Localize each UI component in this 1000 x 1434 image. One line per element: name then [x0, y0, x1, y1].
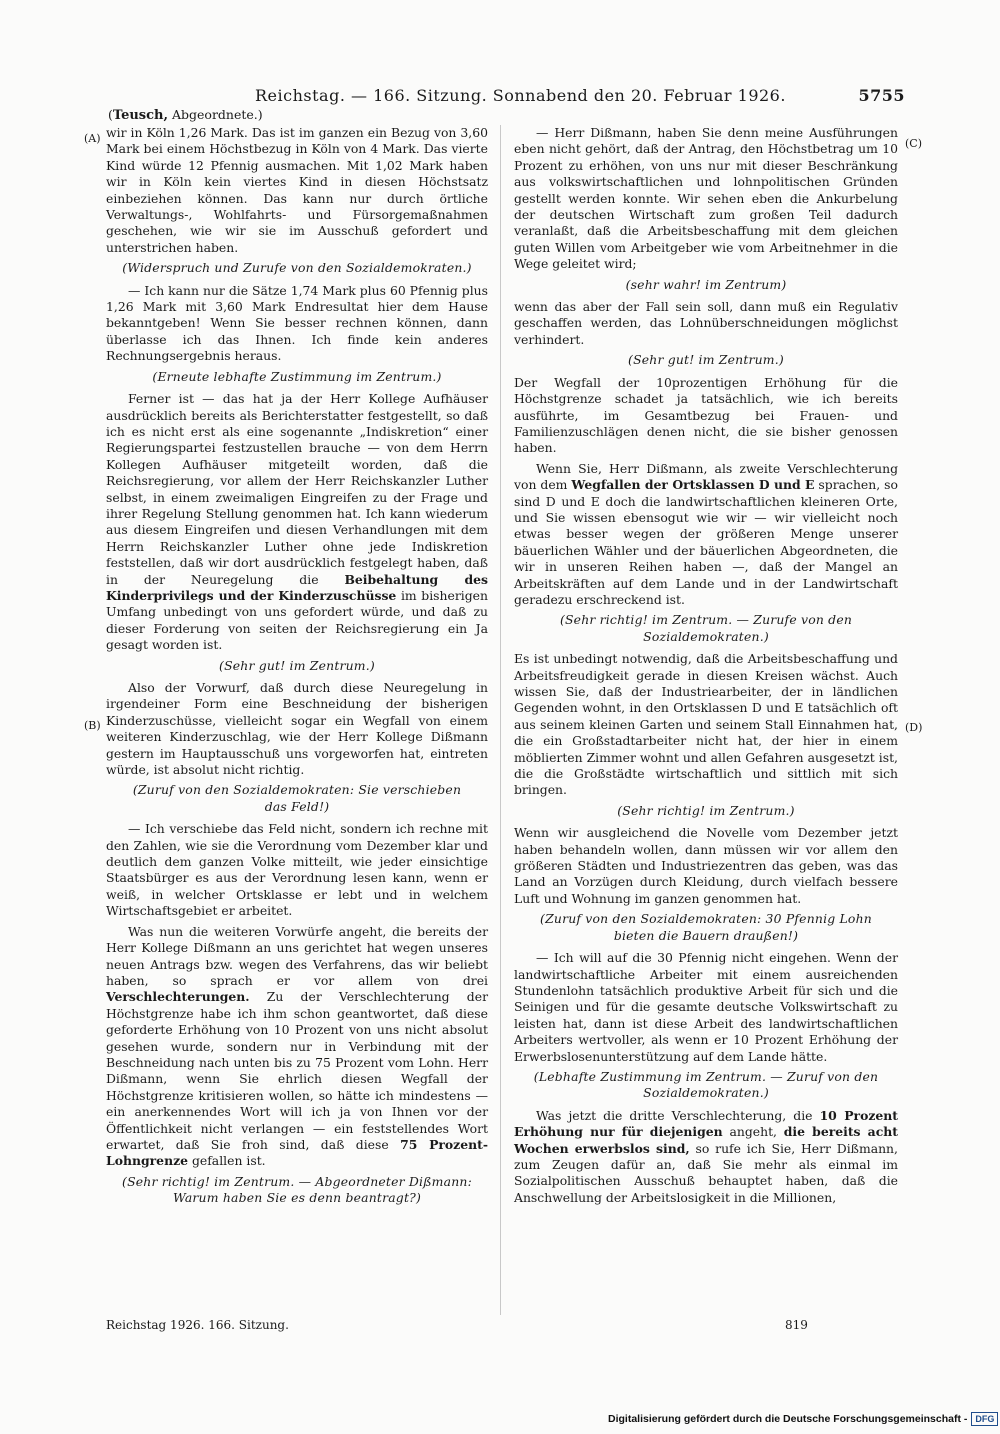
emphasis-text: 75 Prozent-Lohngrenze — [106, 1136, 488, 1169]
credit-text: Digitalisierung gefördert durch die Deutsche Forschungsgemeinschaft - — [608, 1412, 968, 1425]
paragraph-text: Wenn Sie, Herr Dißmann, als zweite Verschlechterung von dem — [514, 460, 898, 493]
paragraph: Es ist unbedingt notwendig, daß die Arbeitsbeschaffung und Arbeitsfreudigkeit gerade in diesen Kreisen wächst. Auch wissen Sie, daß der Industriearbeiter, der in ländlichen Gegenden wohnt, in den Ortsklassen D und E tatsächlich oft aus seinem kleinen Garten und seinem Stall Einnahmen hat, die ein Großstadtarbeiter nicht hat, der hier in einem möblierten Zimmer wohnt und allen Gefahren ausgesetzt ist, die die Großstädte wirtschaftlich und sittlich mit sich bringen. — [514, 651, 898, 798]
interjection: (Zuruf von den Sozialdemokraten: Sie verschieben das Feld!) — [132, 782, 462, 814]
emphasis-text: Wegfallen der Ortsklassen D und E — [571, 477, 815, 493]
margin-mark-a: (A) — [84, 132, 101, 145]
interjection: (Sehr richtig! im Zentrum.) — [617, 802, 795, 818]
footer-session: Reichstag 1926. 166. Sitzung. — [106, 1318, 289, 1332]
paragraph-text: im bisherigen Umfang unbedingt von uns gefordert würde, und daß zu dieser Forderung von seiten der Reichsregierung ein Ja gesagt worden ist. — [106, 587, 488, 653]
speaker-tag-open: ( — [108, 107, 113, 122]
paragraph: wenn das aber der Fall sein soll, dann muß ein Regulativ geschaffen werden, das Lohnüberschneidungen möglichst verhindert. — [514, 299, 898, 347]
interjection: (Sehr gut! im Zentrum.) — [628, 352, 784, 368]
page-number: 5755 — [858, 86, 905, 105]
interjection: (Sehr gut! im Zentrum.) — [219, 657, 375, 673]
paragraph — [514, 1108, 898, 1206]
interjection: (Lebhafte Zustimmung im Zentrum. — Zuruf von den Sozialdemokraten.) — [533, 1068, 879, 1101]
paragraph — [106, 924, 488, 1170]
left-column — [106, 125, 488, 1213]
paragraph — [514, 461, 898, 609]
interjection: (Sehr richtig! im Zentrum. — Zurufe von den Sozialdemokraten.) — [559, 612, 853, 644]
emphasis-text: 10 Prozent Erhöhung nur für diejenigen — [514, 1107, 898, 1140]
emphasis-text: Beibehaltung des Kinderprivilegs und der Kinderzuschüsse — [106, 571, 488, 603]
column-divider — [500, 125, 501, 1315]
paragraph: Also der Vorwurf, daß durch diese Neuregelung in irgendeiner Form eine Beschneidung der bisherigen Kinderzuschüsse, vielleicht sogar ein Wegfall von einem weiteren Kinderzuschlag, wie der Herr Kollege Dißmann gestern im Hauptausschuß uns vorgeworfen hat, eintreten würde, ist absolut nicht richtig. — [106, 680, 488, 778]
paragraph: Wenn wir ausgleichend die Novelle vom Dezember jetzt haben behandeln wollen, dann müssen wir vor allem den größeren Städten und Industriezentren das geben, was das Land an Vorzügen durch Kleidung, durch vielfach bessere Luft und Wohnung im ganzen genommen hat. — [514, 825, 898, 906]
margin-mark-b: (B) — [84, 719, 101, 732]
interjection: (sehr wahr! im Zentrum) — [625, 276, 787, 292]
paragraph-text: Zu der Verschlechterung der Höchstgrenze habe ich ihm schon geantwortet, daß diese geforderte Erhöhung von 10 Prozent von uns nicht absolut gesehen wurde, sondern nur in Verbindung mit der Beschneidung nach unten bis zu 75 Prozent vom Lohn. Herr Dißmann, wenn Sie ehrlich diesen Wegfall der Höchstgrenze kritisieren wollen, so hätte ich mindestens — ein anerkennendes Wort will ich ja von Ihnen vor der Öffentlichkeit nicht verlangen — ein feststellendes Wort erwartet, daß Sie froh sind, daß diese — [106, 989, 488, 1152]
speaker-role: Abgeordnete.) — [172, 107, 263, 122]
margin-mark-d: (D) — [905, 721, 923, 734]
interjection: (Zuruf von den Sozialdemokraten: 30 Pfennig Lohn bieten die Bauern draußen!) — [540, 911, 872, 943]
emphasis-text: Verschlechterungen. — [106, 989, 250, 1005]
margin-mark-c: (C) — [905, 137, 922, 150]
interjection: (Erneute lebhafte Zustimmung im Zentrum.) — [152, 368, 442, 384]
paragraph-text: so rufe ich Sie, Herr Dißmann, zum Zeugen dafür an, daß Sie mehr als einmal im Sozialpolitischen Ausschuß behauptet haben, daß die Anschwellung der Arbeitslosigkeit in die Millionen, — [514, 1140, 898, 1205]
paragraph-text: gefallen ist. — [191, 1153, 266, 1169]
paragraph: Der Wegfall der 10prozentigen Erhöhung für die Höchstgrenze schadet ja tatsächlich, wie ich bereits ausführte, im Gesamtbezug bei Frauen- und Familienzuschlägen denen nicht, die sie bisher genossen haben. — [514, 374, 898, 456]
paragraph-text: angeht, — [729, 1124, 777, 1140]
paragraph — [106, 391, 488, 654]
interjection: (Sehr richtig! im Zentrum. — Abgeordneter Dißmann: Warum haben Sie es denn beantragt?) — [122, 1173, 472, 1206]
paragraph-text: sprachen, so sind D und E doch die landwirtschaftlichen kleineren Orte, und Sie wissen ebensogut wie wir — wir vielleicht noch etwas besser wegen der größeren Menge unserer bäuerlichen Wähler und der bäuerlichen Abgeordneten, die wir in unseren Reihen haben —, daß der Mangel an Arbeitskräften auf dem Lande und in der Landwirtschaft geradezu erschreckend ist. — [514, 477, 898, 607]
dfg-logo: DFG — [971, 1412, 998, 1426]
paragraph: — Ich will auf die 30 Pfennig nicht eingehen. Wenn der landwirtschaftliche Arbeiter mit einem ausreichenden Stundenlohn tatsächlich produktive Arbeit für sich und die Seinigen und für die gesamte deutsche Volkswirtschaft zu leisten hat, dann ist diese Arbeit des landwirtschaftlichen Arbeiters wertvoller, als wenn er 10 Prozent Erhöhung der Erwerbslosenunterstützung auf dem Lande hätte. — [514, 950, 898, 1064]
digitization-credit — [608, 1412, 998, 1428]
paragraph: — Ich verschiebe das Feld nicht, sondern ich rechne mit den Zahlen, wie sie die Verordnung vom Dezember klar und deutlich dem ganzen Volke mitteilt, wie jeder einsichtige Staatsbürger es aus der Verordnung lesen kann, wenn er weiß, in welcher Ortsklasse er lebt und in welchem Wirtschaftsgebiet er arbeitet. — [106, 821, 488, 919]
paragraph-text: Was nun die weiteren Vorwürfe angeht, die bereits der Herr Kollege Dißmann an uns gerichtet hat wegen unseres neuen Antrags bzw. wegen des Verfahrens, das wir beliebt haben, so sprach er vor allem von drei — [106, 923, 488, 988]
paragraph: wir in Köln 1,26 Mark. Das ist im ganzen ein Bezug von 3,60 Mark bei einem Höchstbezug in Köln von 4 Mark. Das vierte Kind würde 12 Pfennig ausmachen. Mit 1,02 Mark haben wir in Köln kein viertes Kind in diesen Höchstsatz einbeziehen können. Das kann nur durch örtliche Verwaltungs-, Wohlfahrts- und Fürsorgemaßnahmen geschehen, wie wir sie im Ausschuß gefordert und unterstrichen haben. — [106, 125, 488, 255]
speaker-tag — [108, 107, 263, 123]
interjection: (Widerspruch und Zurufe von den Sozialdemokraten.) — [122, 260, 472, 276]
footer-sheet-number: 819 — [785, 1318, 808, 1332]
paragraph-text: Was jetzt die dritte Verschlechterung, die — [536, 1107, 813, 1123]
emphasis-text: die bereits acht Wochen erwerbslos sind, — [514, 1124, 898, 1156]
running-head-title: Reichstag. — 166. Sitzung. Sonnabend den 20. Februar 1926. — [255, 86, 786, 105]
paragraph: — Ich kann nur die Sätze 1,74 Mark plus 60 Pfennig plus 1,26 Mark mit 3,60 Mark Endresultat hier dem Hause bekanntgeben! Wenn Sie besser rechnen können, dann überlasse ich das Ihnen. Ich finde kein anderes Rechnungsergebnis heraus. — [106, 282, 488, 364]
right-column — [514, 125, 898, 1210]
paragraph-text: Ferner ist — das hat ja der Herr Kollege Aufhäuser ausdrücklich bereits als Berichterstatter festgestellt, so daß ich es nicht erst als eine sogenannte „Indiskretion“ einer Regierungspartei festzustellen brauche — von dem Herrn Kollegen Aufhäuser mitgeteilt worden, daß die Reichsregierung, vor allem der Herr Reichskanzler Luther selbst, in einem zweimaligen Eingreifen zu der Frage und ihrer Regelung Stellung genommen hat. Ich kann wiederum aus diesem Eingreifen und diesen Verhandlungen mit dem Herrn Reichskanzler Luther ohne jede Indiskretion feststellen, daß wir dort ausdrücklich festgelegt haben, daß in der Neuregelung die — [106, 391, 488, 587]
paragraph: — Herr Dißmann, haben Sie denn meine Ausführungen eben nicht gehört, daß der Antrag, den Höchstbetrag um 10 Prozent zu erhöhen, von uns nur mit dieser Beschränkung aus volkswirtschaftlichen und lohnpolitischen Gründen gestellt werden konnte. Wir sehen eben die Ankurbelung der deutschen Wirtschaft zum großen Teil dadurch veranlaßt, daß die Arbeitsbeschaffung mit dem gleichen guten Willen vom Arbeitgeber wie vom Arbeitnehmer in die Wege geleitet wird; — [514, 125, 898, 272]
speaker-name: Teusch, — [112, 108, 169, 123]
